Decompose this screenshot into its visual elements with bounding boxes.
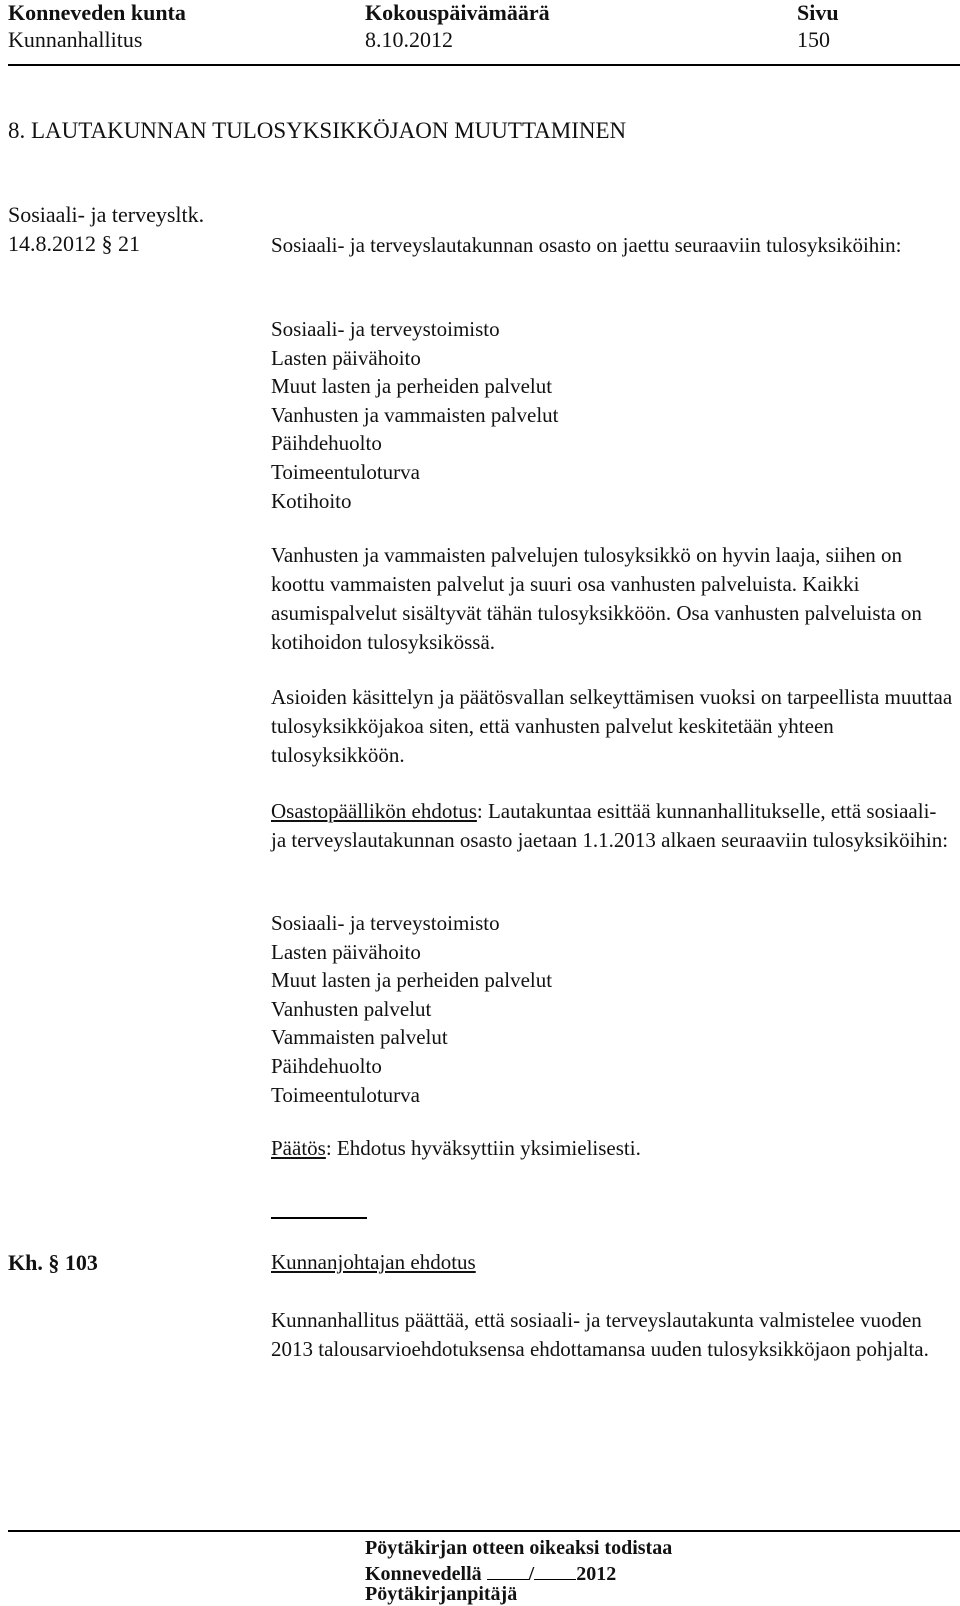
proposal-paragraph	[271, 797, 955, 855]
decision-text: : Ehdotus hyväksyttiin yksimielisesti.	[325, 1136, 641, 1160]
list-item: Toimeentuloturva	[271, 1082, 420, 1107]
place-name: Konnevedellä	[365, 1563, 482, 1585]
meeting-date-value: 8.10.2012	[365, 27, 453, 52]
footer-rule	[8, 1530, 960, 1532]
intro-paragraph: Sosiaali- ja terveyslautakunnan osasto on jaettu seuraaviin tulosyksiköihin:	[271, 233, 902, 257]
decision-line	[271, 1136, 641, 1161]
list-item: Lasten päivähoito	[271, 345, 421, 370]
page-number: 150	[797, 27, 830, 52]
secretary-title: Pöytäkirjanpitäjä	[365, 1583, 518, 1605]
proposal-label: Osastopäällikön ehdotus	[271, 799, 477, 823]
paragraph-reasoning: Asioiden käsittelyn ja päätösvallan selkeyttämisen vuoksi on tarpeellista muuttaa tulosyksikköjakoa siten, että vanhusten palvelut keskitetään yhteen tulosyksikköön.	[271, 685, 953, 767]
board-decision-paragraph: Kunnanhallitus päättää, että sosiaali- ja terveyslautakunta valmistelee vuoden 2013 talousarvioehdotuksensa ehdottamansa uuden tulosyksikköjaon pohjalta.	[271, 1308, 929, 1361]
day-blank	[487, 1561, 529, 1580]
page-label: Sivu	[797, 0, 839, 25]
paragraph-elderly-services: Vanhusten ja vammaisten palvelujen tulosyksikkö on hyvin laaja, siihen on koottu vammaisten palvelut ja suuri osa vanhusten palveluista. Kaikki asumispalvelut sisältyvät tähän tulosyksikköön. Osa vanhusten palveluista on kotihoidon tulosyksikössä.	[271, 543, 922, 654]
list-item: Sosiaali- ja terveystoimisto	[271, 911, 500, 935]
month-blank	[534, 1561, 576, 1580]
section-title: 8. LAUTAKUNNAN TULOSYKSIKKÖJAON MUUTTAMINEN	[8, 118, 627, 143]
list-item: Muut lasten ja perheiden palvelut	[271, 968, 553, 993]
body-name: Kunnanhallitus	[8, 27, 143, 52]
committee-name: Sosiaali- ja terveysltk.	[8, 202, 205, 227]
municipality-name: Konneveden kunta	[8, 0, 186, 25]
board-ref: Kh. § 103	[8, 1250, 98, 1275]
list-item: Päihdehuolto	[271, 1053, 382, 1078]
list-item: Vammaisten palvelut	[271, 1025, 448, 1050]
certification-year: 2012	[576, 1563, 617, 1585]
list-item: Toimeentuloturva	[271, 459, 420, 484]
current-units-list	[271, 315, 559, 515]
list-item: Päihdehuolto	[271, 431, 382, 456]
list-item: Kotihoito	[271, 488, 352, 513]
certification-text: Pöytäkirjan otteen oikeaksi todistaa	[365, 1537, 673, 1559]
new-units-list	[271, 909, 552, 1109]
header-rule	[8, 64, 960, 66]
decision-label: Päätös	[271, 1136, 326, 1160]
committee-ref: 14.8.2012 § 21	[8, 231, 140, 256]
list-item: Lasten päivähoito	[271, 939, 421, 964]
list-item: Muut lasten ja perheiden palvelut	[271, 374, 553, 399]
separator-line	[271, 1217, 367, 1219]
mayor-proposal-heading: Kunnanjohtajan ehdotus	[271, 1250, 476, 1274]
proposal-text: : Lautakuntaa esittää kunnanhallitukselle, että sosiaali- ja terveyslautakunnan osasto jaetaan 1.1.2013 alkaen seuraaviin tulosyksiköihin:	[271, 799, 949, 852]
meeting-date-label: Kokouspäivämäärä	[365, 0, 550, 25]
list-item: Vanhusten palvelut	[271, 996, 432, 1021]
list-item: Sosiaali- ja terveystoimisto	[271, 317, 500, 341]
list-item: Vanhusten ja vammaisten palvelut	[271, 402, 559, 427]
date-slash: /	[528, 1563, 535, 1585]
